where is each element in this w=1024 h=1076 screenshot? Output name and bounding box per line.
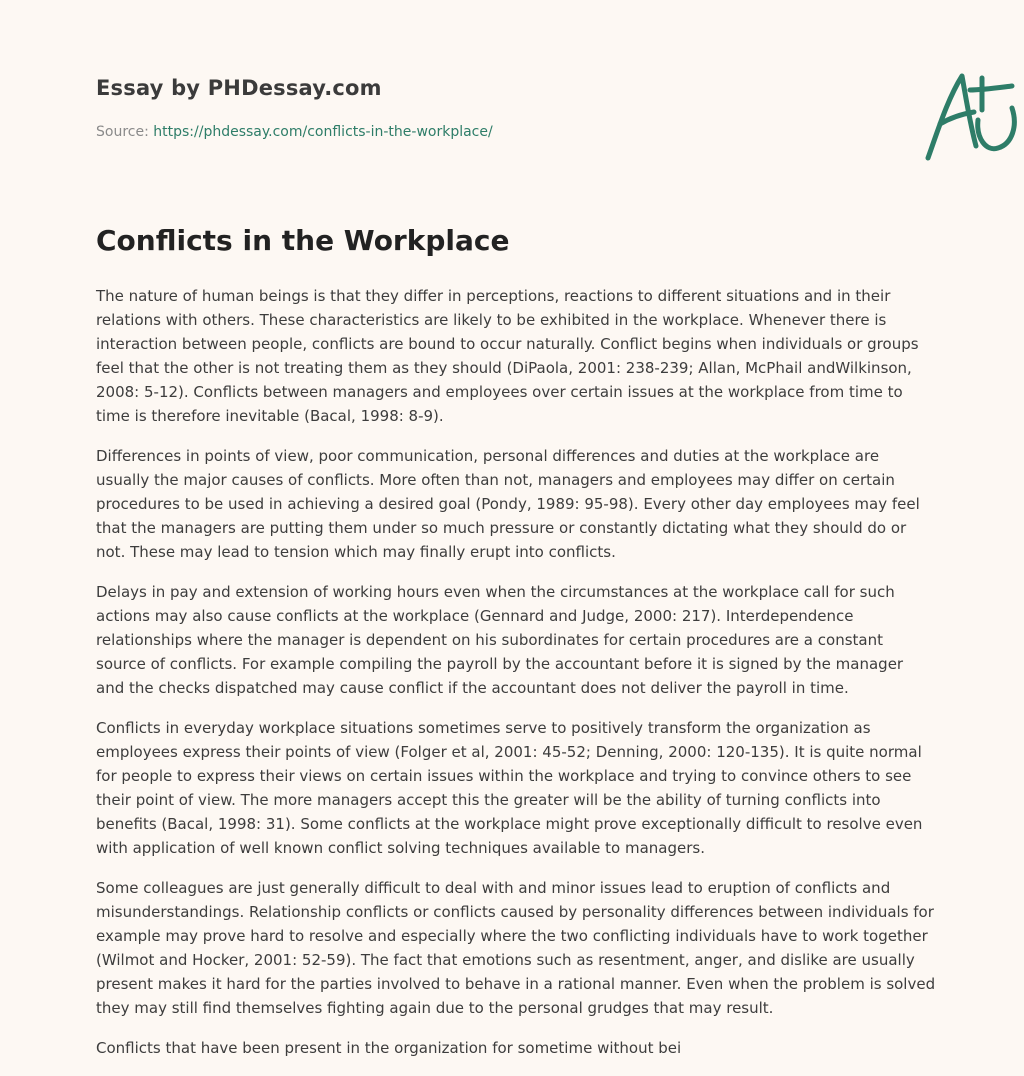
essay-paragraph: Conflicts in everyday workplace situations sometimes serve to positively transform the organization as employees express their points of view (Folger et al, 2001: 45-52; Denning, 2000: 120-135). It is quite normal for people to express their views on certain issues within the workplace and trying to convince others to see their point of view. The more managers accept this the greater will be the ability of turning conflicts into benefits (Bacal, 1998: 31). Some conflicts at the workplace might prove exceptionally difficult to resolve even with application of well known conflict solving techniques available to managers. [96, 719, 923, 857]
essay-paragraph: Conflicts that have been present in the organization for sometime without bei [96, 1039, 682, 1057]
essay-paragraph: Some colleagues are just generally difficult to deal with and minor issues lead to eruption of conflicts and misunderstandings. Relationship conflicts or conflicts caused by personality differences between individuals for example may prove hard to resolve and especially where the two conflicting individuals have to work together (Wilmot and Hocker, 2001: 52-59). The fact that emotions such as resentment, anger, and dislike are usually present makes it hard for the parties involved to behave in a rational manner. Even when the problem is solved they may still find themselves fighting again due to the personal grudges that may result. [96, 879, 936, 1017]
source-label: Source: [96, 124, 154, 140]
essay-body [96, 284, 936, 1076]
a-plus-logo-icon [920, 68, 1024, 164]
source-line [96, 124, 493, 140]
essay-paragraph: The nature of human beings is that they differ in perceptions, reactions to different situations and in their relations with others. These characteristics are likely to be exhibited in the workplace. Whenever there is interaction between people, conflicts are bound to occur naturally. Conflict begins when individuals or groups feel that the other is not treating them as they should (DiPaola, 2001: 238-239; Allan, McPhail andWilkinson, 2008: 5-12). Conflicts between managers and employees over certain issues at the workplace from time to time is therefore inevitable (Bacal, 1998: 8-9). [96, 287, 919, 425]
essay-paragraph: Differences in points of view, poor communication, personal differences and duties at the workplace are usually the major causes of conflicts. More often than not, managers and employees may differ on certain procedures to be used in achieving a desired goal (Pondy, 1989: 95-98). Every other day employees may feel that the managers are putting them under so much pressure or constantly dictating what they should do or not. These may lead to tension which may finally erupt into conflicts. [96, 447, 920, 561]
source-link[interactable]: https://phdessay.com/conflicts-in-the-workplace/ [153, 124, 493, 140]
essay-paragraph: Delays in pay and extension of working hours even when the circumstances at the workplace call for such actions may also cause conflicts at the workplace (Gennard and Judge, 2000: 217). Interdependence relationships where the manager is dependent on his subordinates for certain procedures are a constant source of conflicts. For example compiling the payroll by the accountant before it is signed by the manager and the checks dispatched may cause conflict if the accountant does not deliver the payroll in time. [96, 583, 904, 697]
essay-title: Conflicts in the Workplace [96, 224, 510, 257]
site-brand-title: Essay by PHDessay.com [96, 76, 382, 100]
